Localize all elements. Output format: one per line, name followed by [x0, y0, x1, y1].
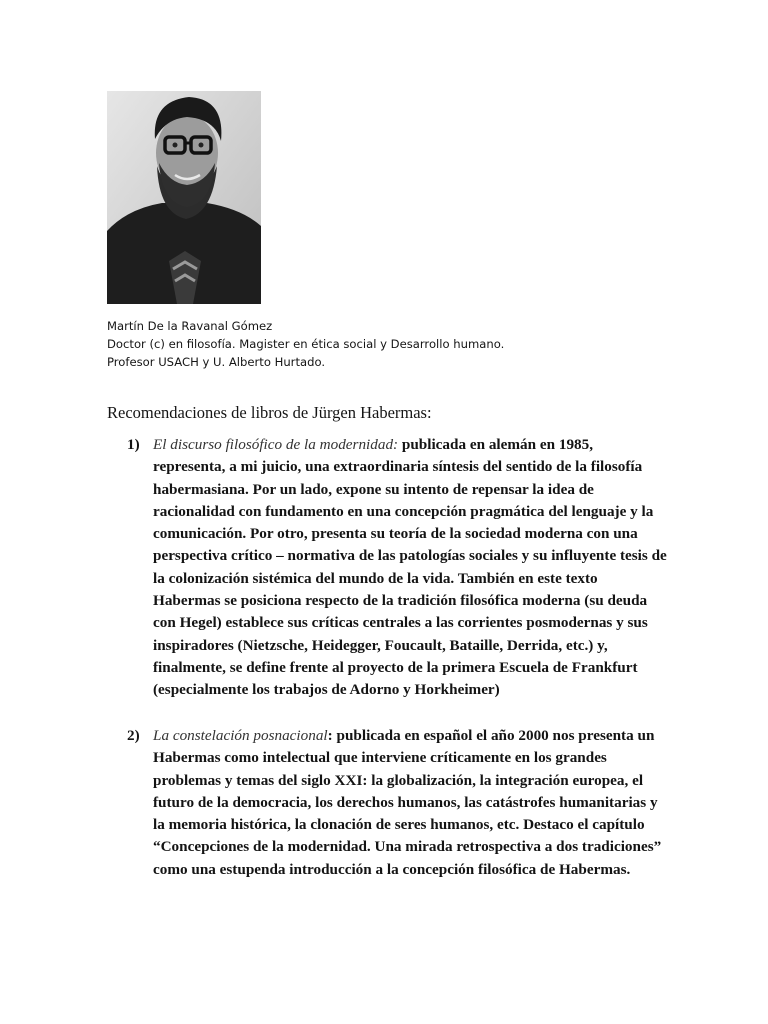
author-name: Martín De la Ravanal Gómez [107, 319, 273, 333]
author-position: Profesor USACH y U. Alberto Hurtado. [107, 355, 326, 369]
author-photo [107, 91, 261, 304]
book-item-1 [127, 434, 667, 702]
book-text [153, 725, 667, 881]
list-number: 2) [127, 727, 140, 744]
book-item-2 [127, 725, 667, 881]
book-text [153, 434, 667, 702]
author-degree: Doctor (c) en filosofía. Magister en ética social y Desarrollo humano. [107, 337, 505, 351]
book-description: publicada en alemán en 1985, representa, a mi juicio, una extraordinaria síntesis del sentido de la filosofía habermasiana. Por un lado, expone su intento de repensar la idea de racionalidad con fundamento en una concepción pragmática del lenguaje y la comunicación. Por otro, presenta su teoría de la sociedad moderna con una perspectiva crítico – normativa de las patologías sociales y su influyente tesis de la colonización sistémica del mundo de la vida. También en este texto Habermas se posiciona respecto de la tradición filosófica moderna (su deuda con Hegel) establece sus críticas centrales a las corrientes posmodernas y sus inspiradores (Nietzsche, Heidegger, Foucault, Bataille, Derrida, etc.) y, finalmente, se define frente al proyecto de la primera Escuela de Frankfurt (especialmente los trabajos de Adorno y Horkheimer) [153, 436, 667, 699]
author-info [107, 317, 667, 371]
book-title: El discurso filosófico de la modernidad: [153, 436, 399, 453]
list-number: 1) [127, 436, 140, 453]
section-heading: Recomendaciones de libros de Jürgen Habermas: [107, 403, 432, 422]
book-title: La constelación posnacional [153, 727, 328, 744]
book-description: : publicada en español el año 2000 nos presenta un Habermas como intelectual que interviene críticamente en los grandes problemas y temas del siglo XXI: la globalización, la integración europea, el futuro de la democracia, los derechos humanos, las catástrofes humanitarias y la memoria histórica, la clonación de seres humanos, etc. Destaco el capítulo “Concepciones de la modernidad. Una mirada retrospectiva a dos tradiciones” como una estupenda introducción a la concepción filosófica de Habermas. [153, 727, 662, 878]
